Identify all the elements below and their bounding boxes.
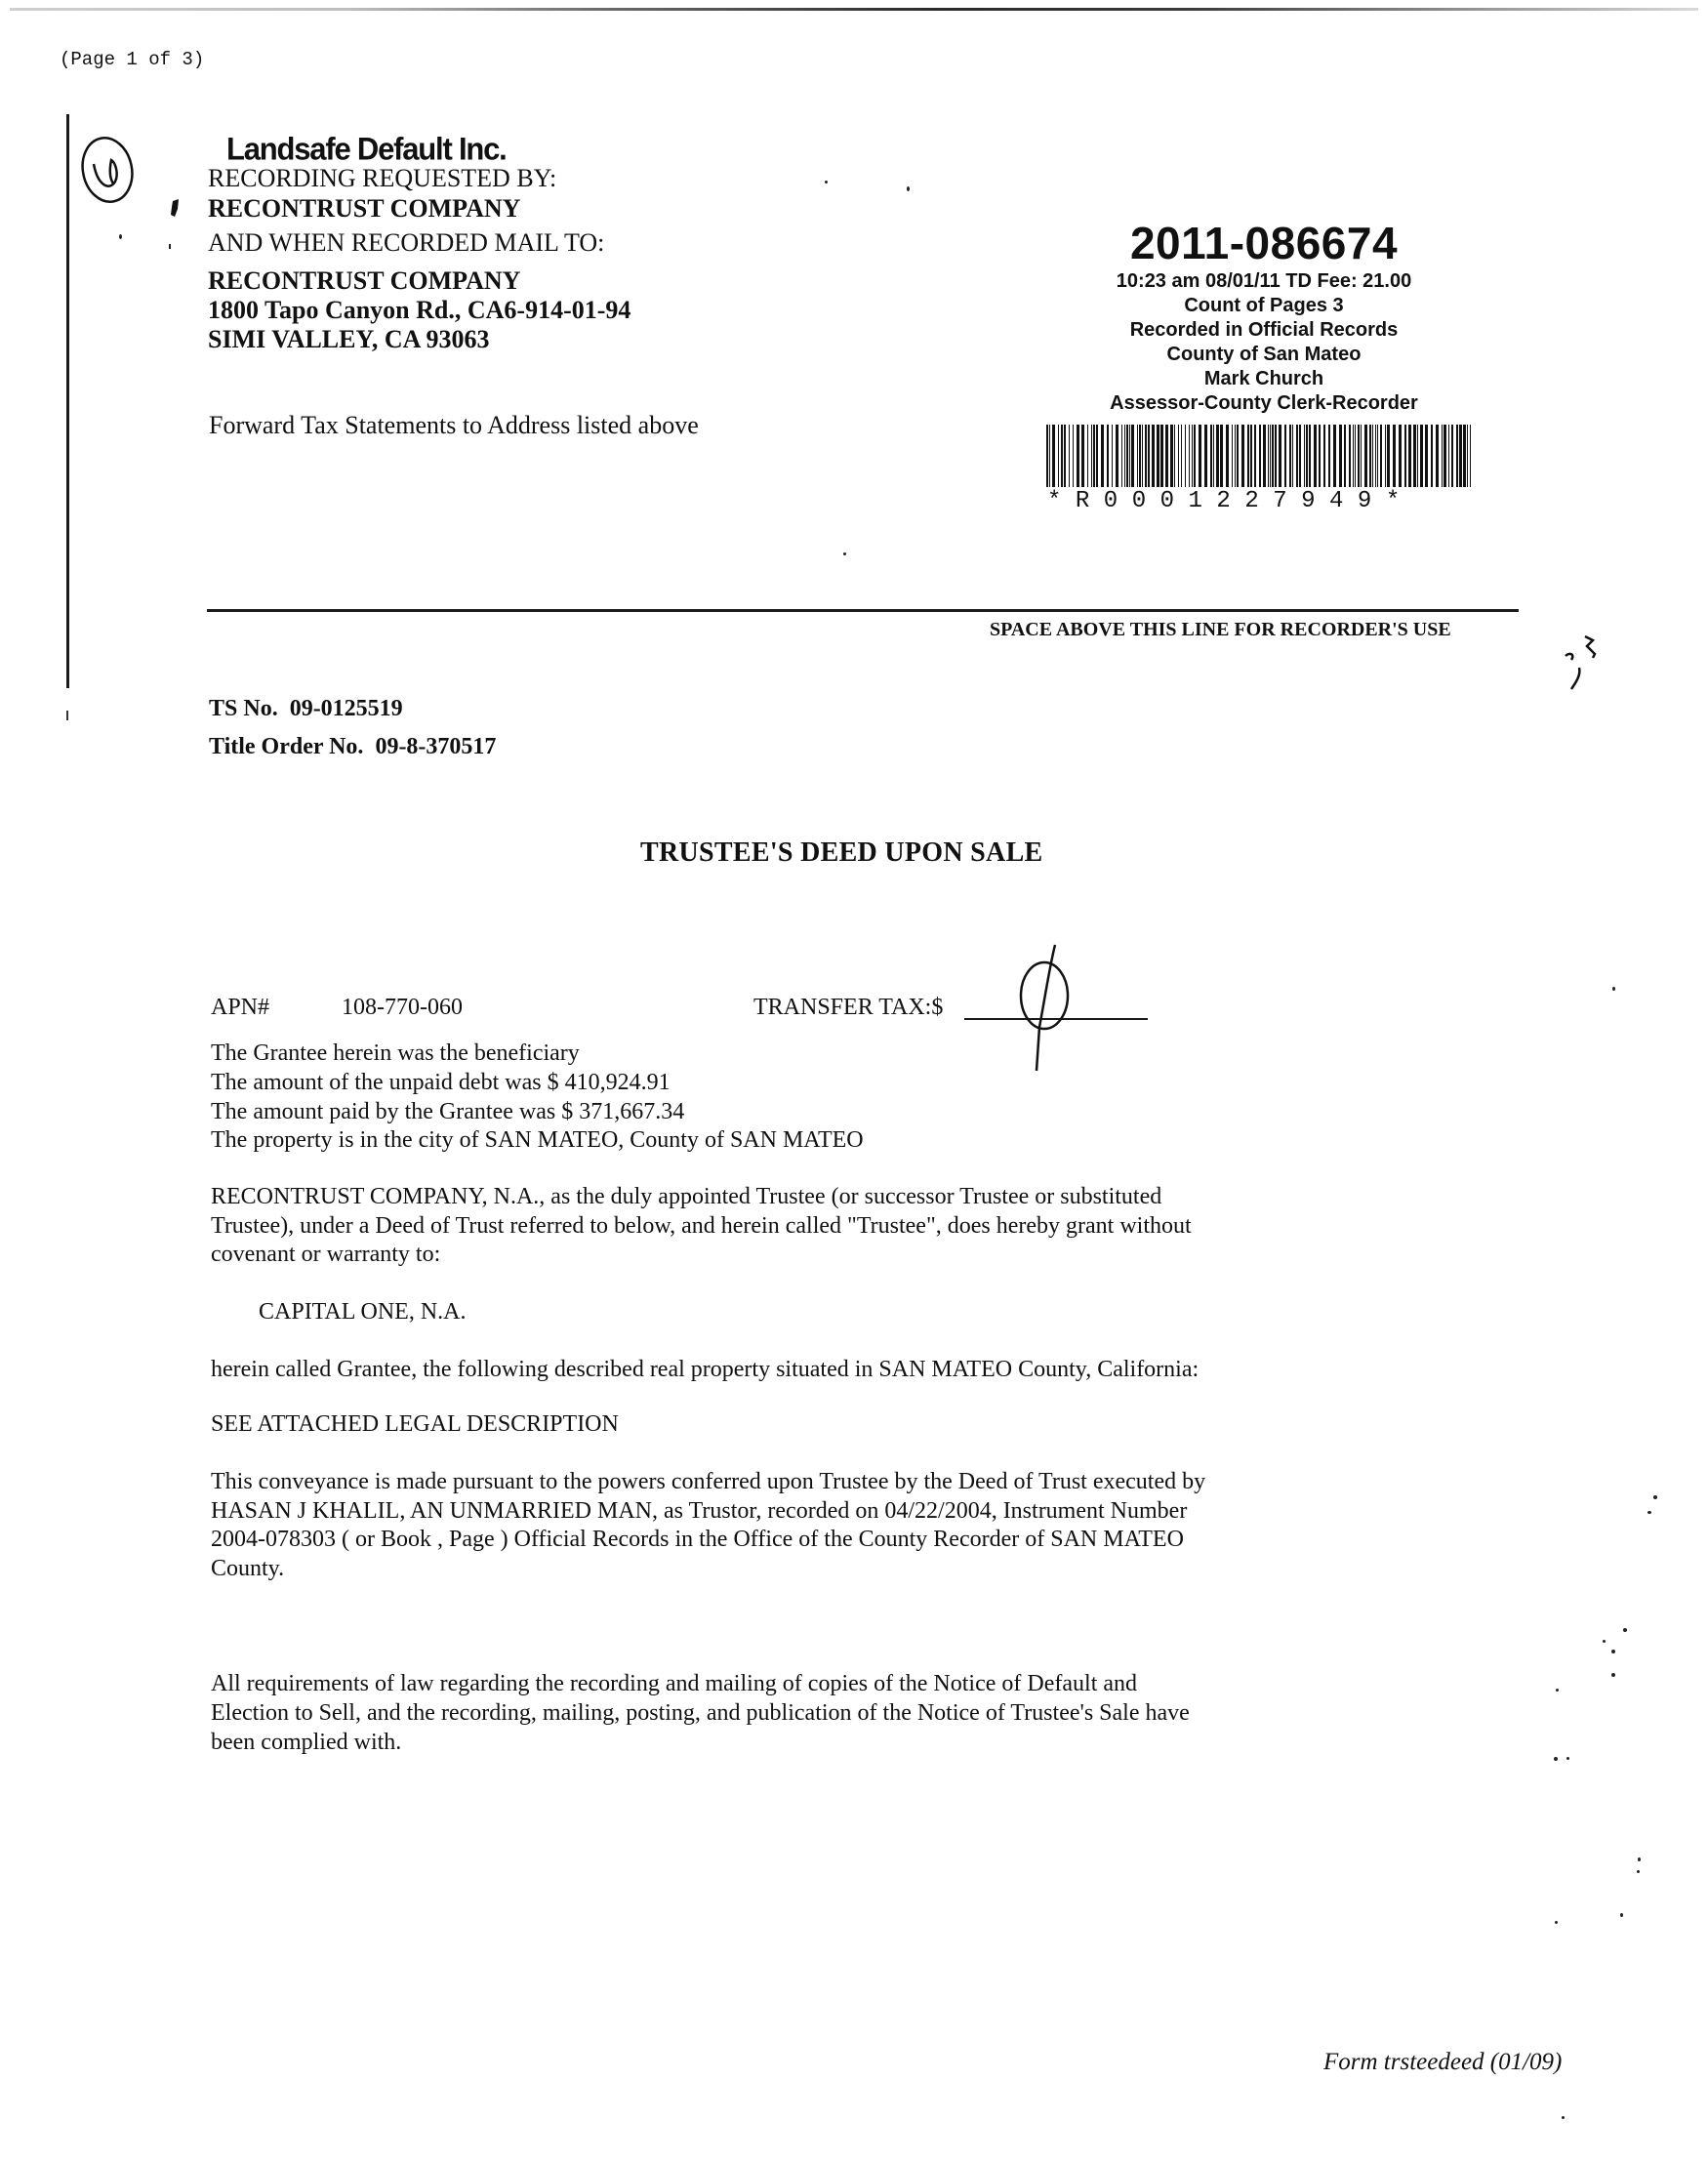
fact-beneficiary: The Grantee herein was the beneficiary [211,1040,580,1066]
barcode-bar [1192,425,1193,487]
barcode-bar [1254,425,1256,487]
barcode-bar [1299,425,1301,487]
barcode-bar [1152,425,1155,487]
recorded-time-fee: 10:23 am 08/01/11 TD Fee: 21.00 [1116,270,1412,292]
property-statement: herein called Grantee, the following described real property situated in SAN MATEO County, California: [211,1357,1200,1382]
scan-speck [1554,1757,1558,1761]
barcode-bar [1408,425,1411,487]
barcode-bar [1380,425,1382,487]
barcode-bar [1235,425,1236,487]
barcode-bar [1160,425,1163,487]
barcode-bar [1178,425,1179,487]
scan-speck [1611,1650,1615,1653]
barcode-bar [1387,425,1390,487]
scan-speck [1562,2116,1565,2119]
barcode-bar [1448,425,1449,487]
scan-speck [1555,1921,1558,1924]
barcode-bar [1344,425,1346,487]
scan-speck [1603,1640,1606,1643]
barcode-bar [1404,425,1406,487]
barcode-bar [1124,425,1125,487]
handwritten-margin-note-icon [1562,632,1610,695]
scan-edge-line [10,8,1698,11]
barcode-bar [1226,425,1229,487]
barcode-bar [1189,425,1190,487]
barcode-bar [1456,425,1458,487]
barcode-bar [1364,425,1367,487]
recorded-in: Recorded in Official Records [1129,319,1399,341]
barcode-bar [1250,425,1252,487]
recording-requested-label: RECORDING REQUESTED BY: [208,164,557,192]
official-name: Mark Church [1203,368,1324,389]
barcode-bar [1185,425,1186,487]
barcode-bar [1142,425,1143,487]
barcode-bar [1096,425,1098,487]
scan-speck [1611,1673,1615,1677]
mail-to-address-line1: 1800 Tapo Canyon Rd., CA6-914-01-94 [208,296,631,324]
barcode-bar [1073,425,1074,487]
barcode-bar [1116,425,1118,487]
transfer-tax-label: TRANSFER TAX:$ [753,995,944,1020]
scan-speck [1566,1757,1569,1760]
barcode-bar [1126,425,1128,487]
barcode-bar [1145,425,1147,487]
barcode-bar [1467,425,1468,487]
barcode-bar [1306,425,1308,487]
barcode-bar [1272,425,1274,487]
scan-speck [1620,1913,1623,1917]
barcode-bar [1436,425,1439,487]
title-order-number: 09-8-370517 [375,734,497,759]
scan-margin-bar [66,114,69,688]
conveyance-paragraph-line: HASAN J KHALIL, AN UNMARRIED MAN, as Trustor, recorded on 04/22/2004, Instrument Number [211,1498,1188,1524]
document-title: TRUSTEE'S DEED UPON SALE [640,837,1043,868]
barcode-bar [1292,425,1293,487]
barcode-bar [1270,425,1271,487]
apn-label: APN# [211,995,270,1020]
barcode-bar [1328,425,1330,487]
barcode-bar [1372,425,1373,487]
barcode-bar [1279,425,1281,487]
barcode-bar [1204,425,1207,487]
barcode-bar [1157,425,1159,487]
barcode-bar [1069,425,1070,487]
conveyance-paragraph-line: 2004-078303 ( or Book , Page ) Official Records in the Office of the County Recorder of SAN MATEO [211,1527,1184,1552]
ink-blot-icon [161,195,190,254]
requirements-paragraph-line: All requirements of law regarding the recording and mailing of copies of the Notice of Default and [211,1671,1138,1696]
fact-amount-paid: The amount paid by the Grantee was $ 371,667.34 [211,1099,685,1124]
barcode-bar [1064,425,1066,487]
barcode-bar [1247,425,1249,487]
barcode-bar [1148,425,1150,487]
form-identifier: Form trsteedeed (01/09) [1323,2049,1563,2075]
grantee-name: CAPITAL ONE, N.A. [259,1299,467,1325]
barcode-bar [1413,425,1416,487]
barcode-bar [1333,425,1336,487]
company-stamp: Landsafe Default Inc. [226,131,507,167]
barcode-bar [1323,425,1325,487]
barcode-bar [1046,425,1048,487]
requirements-paragraph-line: Election to Sell, and the recording, mailing, posting, and publication of the Notice of Trustee's Sale have [211,1700,1190,1726]
fact-unpaid-debt: The amount of the unpaid debt was $ 410,924.91 [211,1070,671,1095]
scan-speck [843,552,846,555]
barcode-bar [1216,425,1219,487]
barcode-bar [1263,425,1266,487]
handwritten-zero-icon [1010,939,1078,1076]
ts-number-label: TS No. [209,696,278,721]
barcode-bar [1444,425,1446,487]
barcode-bar [1339,425,1342,487]
barcode-bar [1369,425,1371,487]
barcode-bar [1220,425,1223,487]
barcode-bar [1101,425,1104,487]
barcode-bar [1170,425,1173,487]
barcode-bar [1361,425,1362,487]
scan-margin-tick [66,711,68,720]
scan-speck [1612,987,1615,991]
barcode-bar [1112,425,1113,487]
barcode-bar [1385,425,1386,487]
barcode-bar [1199,425,1201,487]
barcode-bar [1353,425,1354,487]
barcode-bar [1442,425,1443,487]
barcode-bar [1052,425,1055,487]
barcode-bar [1375,425,1376,487]
barcode-bar [1314,425,1317,487]
barcode-bar [1058,425,1059,487]
scan-speck [1623,1628,1627,1632]
official-title: Assessor-County Clerk-Recorder [1110,392,1418,414]
barcode-bar [1194,425,1196,487]
barcode-bar [1355,425,1356,487]
scan-speck [1637,1870,1640,1873]
barcode-bar [1061,425,1063,487]
grant-paragraph-line: covenant or warranty to: [211,1242,441,1267]
scan-speck [1653,1495,1657,1499]
barcode-bar [1237,425,1239,487]
scan-speck [1638,1857,1641,1861]
barcode-icon [1046,425,1476,487]
barcode-bar [1165,425,1168,487]
barcode-bar [1349,425,1351,487]
document-number: 2011-086674 [1129,218,1399,268]
barcode-bar [1304,425,1305,487]
barcode-bar [1049,425,1050,487]
conveyance-paragraph-line: This conveyance is made pursuant to the powers conferred upon Trustee by the Deed of Trust executed by [211,1469,1206,1494]
barcode-bar [1121,425,1122,487]
ts-number: 09-0125519 [289,696,403,721]
barcode-bar [1275,425,1277,487]
scan-speck [1647,1511,1651,1514]
conveyance-paragraph-line: County. [211,1556,285,1581]
legal-description-reference: SEE ATTACHED LEGAL DESCRIPTION [211,1411,619,1437]
mail-to-name: RECONTRUST COMPANY [208,266,521,295]
grant-paragraph-line: RECONTRUST COMPANY, N.A., as the duly appointed Trustee (or successor Trustee or substituted [211,1184,1162,1209]
page-indicator: (Page 1 of 3) [60,49,205,70]
title-order-row [209,734,496,760]
ts-number-row [209,696,403,722]
barcode-bar [1093,425,1095,487]
barcode-bar [1463,425,1466,487]
requested-by-name: RECONTRUST COMPANY [208,194,521,223]
barcode-bar [1358,425,1360,487]
barcode-bar [1289,425,1291,487]
barcode-bar [1417,425,1418,487]
barcode-bar [1137,425,1138,487]
barcode-bar [1174,425,1175,487]
barcode-bar [1107,425,1109,487]
barcode-bar [1319,425,1321,487]
barcode-text: *R0001227949* [1047,488,1414,514]
barcode-bar [1451,425,1453,487]
recorder-stamp [1035,217,1493,416]
fact-property-city: The property is in the city of SAN MATEO, County of SAN MATEO [211,1127,864,1153]
barcode-bar [1284,425,1286,487]
barcode-bar [1232,425,1233,487]
barcode-bar [1431,425,1433,487]
barcode-bar [1377,425,1378,487]
recorders-use-divider [207,609,1519,612]
barcode-bar [1241,425,1244,487]
scan-speck [825,181,828,184]
barcode-bar [1259,425,1261,487]
barcode-bar [1420,425,1423,487]
handwritten-circled-mark-icon [76,127,144,215]
barcode-bar [1393,425,1396,487]
scan-speck [119,234,122,239]
barcode-bar [1129,425,1130,487]
barcode-bar [1399,425,1402,487]
apn-number: 108-770-060 [342,995,463,1020]
grant-paragraph-line: Trustee), under a Deed of Trust referred to below, and herein called "Trustee", does hereby grant without [211,1213,1192,1239]
scan-speck [907,186,910,191]
barcode-bar [1459,425,1462,487]
barcode-bar [1268,425,1269,487]
requirements-paragraph-line: been complied with. [211,1730,402,1755]
barcode-bar [1087,425,1088,487]
barcode-bar [1181,425,1182,487]
barcode-bar [1091,425,1092,487]
barcode-bar [1296,425,1298,487]
mail-to-label: AND WHEN RECORDED MAIL TO: [208,228,605,257]
barcode-bar [1081,425,1084,487]
count-of-pages: Count of Pages 3 [1184,295,1344,316]
barcode-bar [1213,425,1214,487]
scan-speck [1556,1689,1559,1692]
barcode-bar [1210,425,1212,487]
recorders-use-label: SPACE ABOVE THIS LINE FOR RECORDER'S USE [990,619,1451,640]
barcode-bar [1425,425,1428,487]
barcode-bar [1139,425,1141,487]
title-order-label: Title Order No. [209,734,364,759]
barcode-bar [1309,425,1311,487]
barcode-bar [1470,425,1471,487]
barcode-bar [1077,425,1079,487]
forward-tax-statements: Forward Tax Statements to Address listed above [209,411,699,439]
mail-to-address-line2: SIMI VALLEY, CA 93063 [208,325,490,353]
county-name: County of San Mateo [1166,344,1362,365]
barcode-bar [1131,425,1134,487]
